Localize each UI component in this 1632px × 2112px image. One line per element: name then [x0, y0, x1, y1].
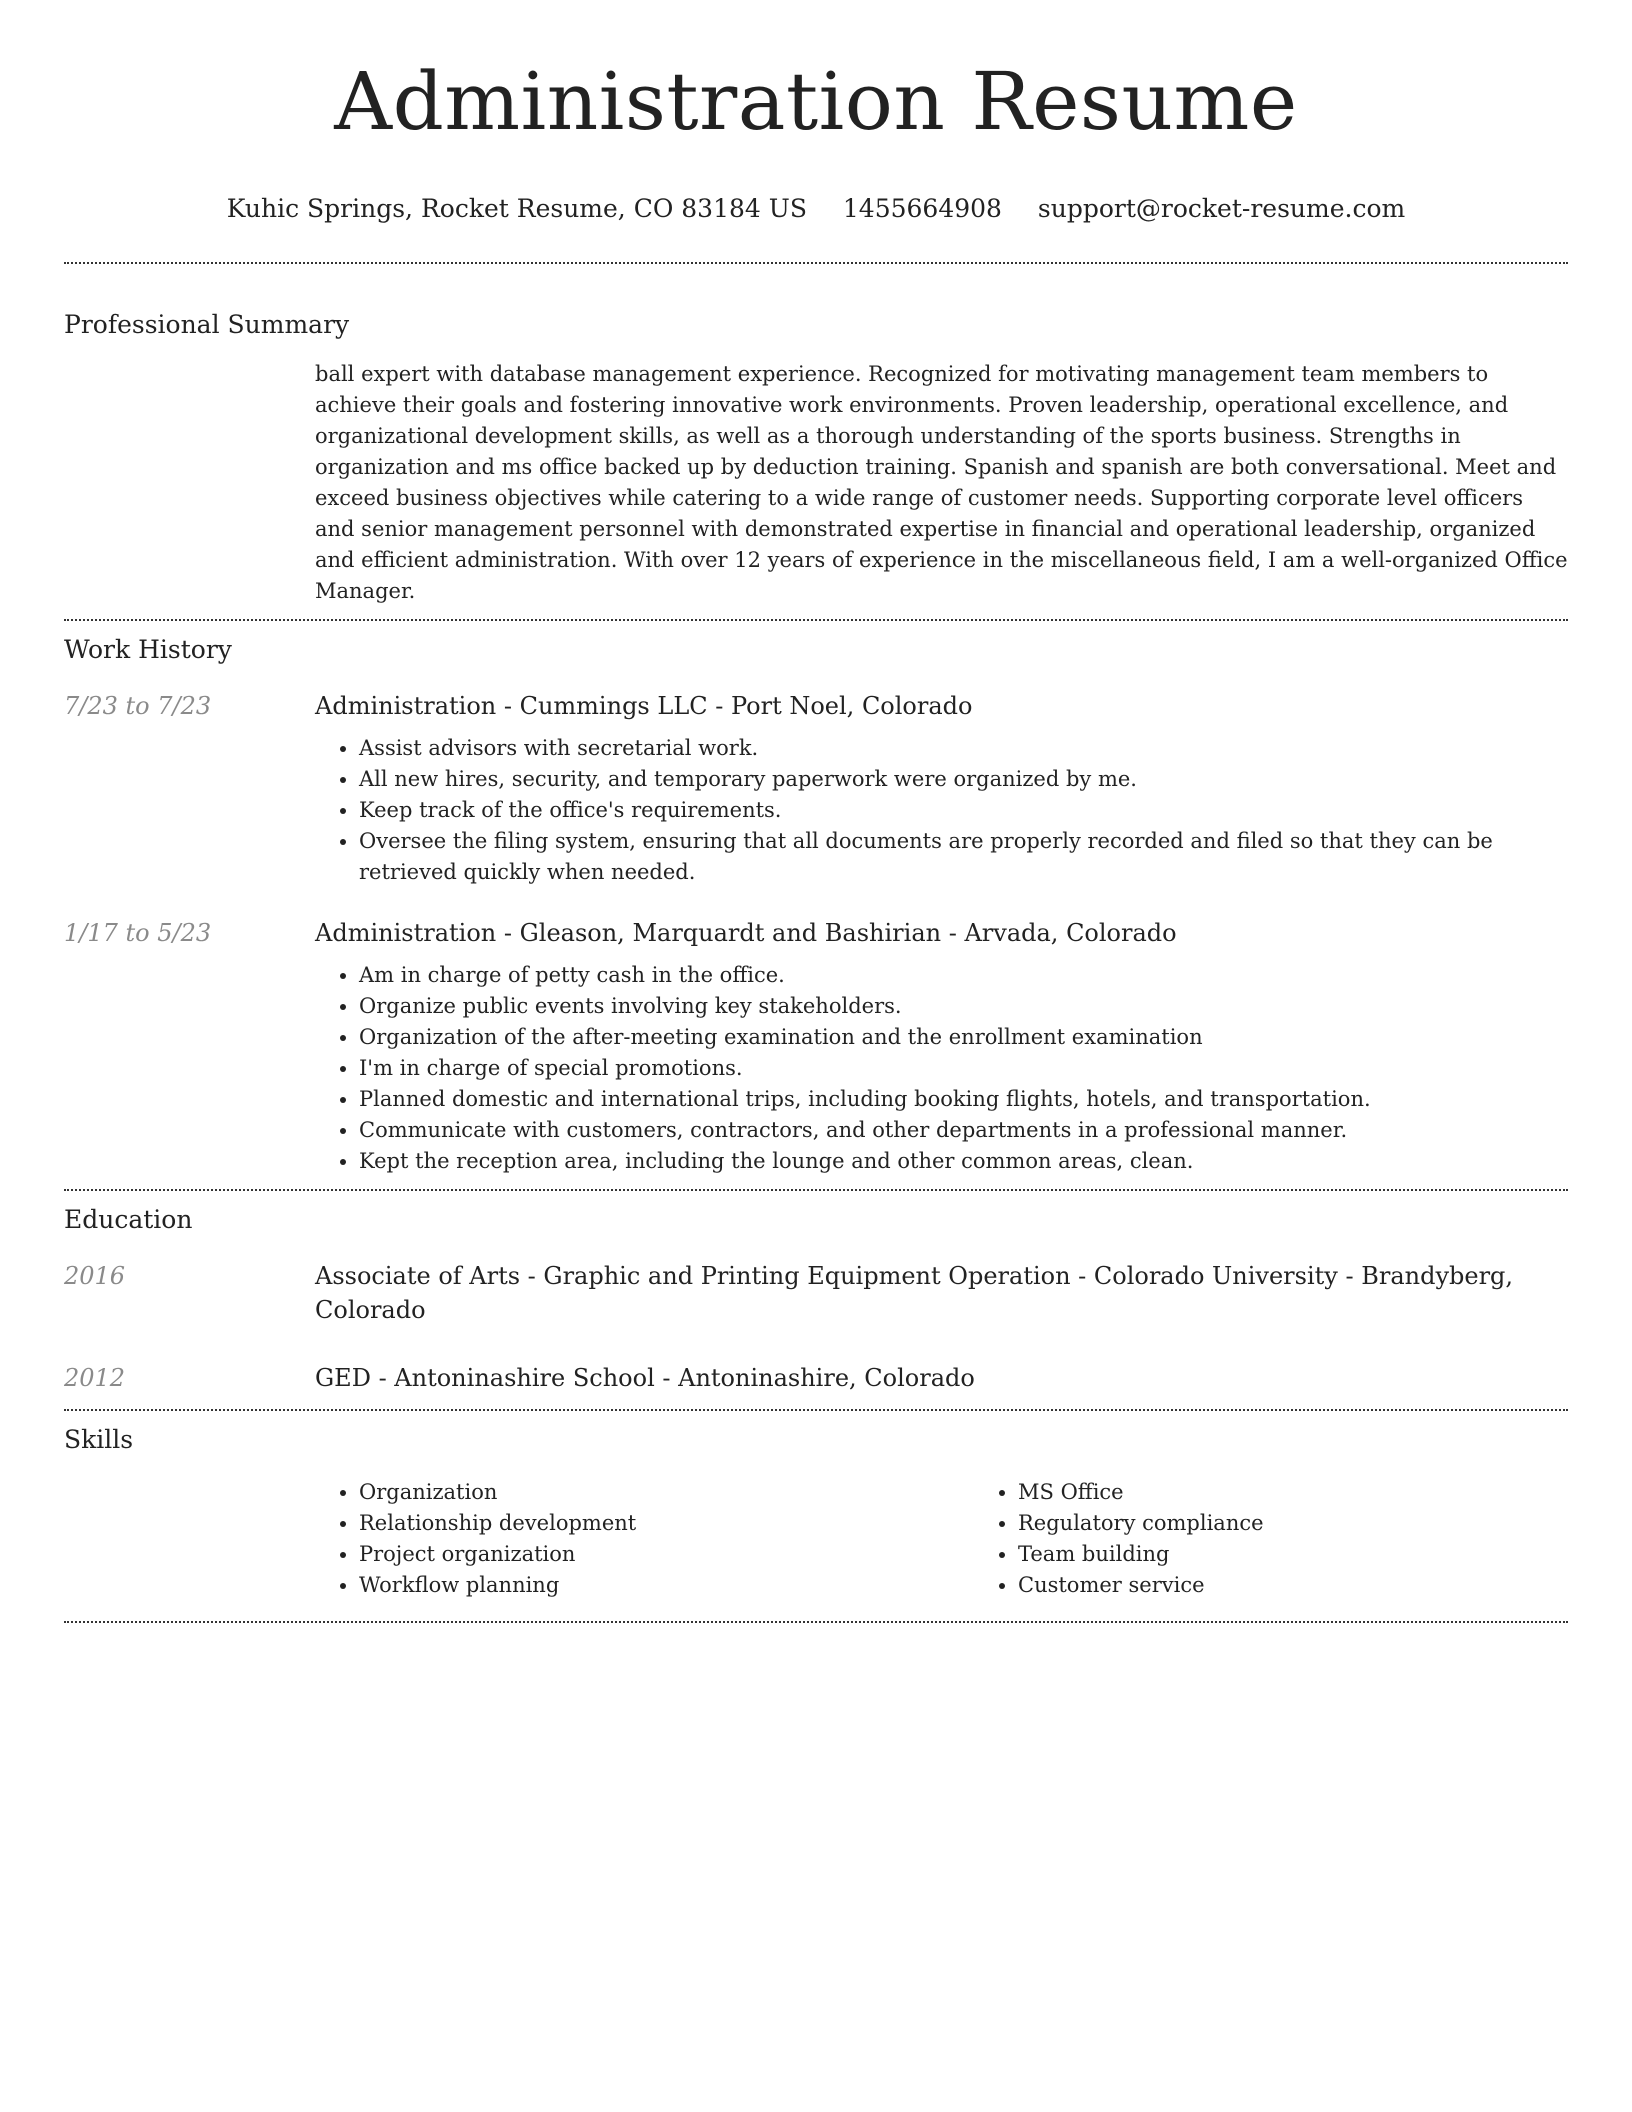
- skills-grid: [315, 1477, 1568, 1601]
- list-item: • Relationship development: [359, 1508, 974, 1539]
- header-divider: [64, 262, 1568, 264]
- education-details: [315, 1361, 1568, 1395]
- list-item: • I'm in charge of special promotions.: [359, 1053, 1568, 1084]
- list-item: • Planned domestic and international trips, including booking flights, hotels, and transportation.: [359, 1084, 1568, 1115]
- skills-heading: Skills: [64, 1425, 134, 1454]
- summary-heading: Professional Summary: [64, 310, 350, 339]
- summary-section: [64, 308, 1568, 621]
- list-item: • Kept the reception area, including the lounge and other common areas, clean.: [359, 1146, 1568, 1177]
- list-item: • Workflow planning: [359, 1570, 974, 1601]
- summary-row: [64, 359, 1568, 607]
- education-year: 2016: [64, 1262, 126, 1290]
- education-divider: [64, 1409, 1568, 1411]
- skills-divider: [64, 1621, 1568, 1623]
- summary-body: [315, 359, 1568, 607]
- summary-divider: [64, 619, 1568, 621]
- summary-text: ball expert with database management experience. Recognized for motivating management team members to achieve their goals and fostering innovative work environments. Proven leadership, operational excellence, and organizational development skills, as well as a thorough understanding of the sports business. Strengths in organization and ms office backed up by deduction training. Spanish and spanish are both conversational. Meet and exceed business objectives while catering to a wide range of customer needs. Supporting corporate level officers and senior management personnel with demonstrated expertise in financial and operational leadership, organized and efficient administration. With over 12 years of experience in the miscellaneous field, I am a well-organized Office Manager.: [315, 362, 1568, 603]
- education-entry: [64, 1361, 1568, 1395]
- list-item: • Organize public events involving key stakeholders.: [359, 991, 1568, 1022]
- list-item: • Organization: [359, 1477, 974, 1508]
- skills-list-left: [315, 1477, 974, 1601]
- list-item: • Communicate with customers, contractors, and other departments in a professional manner.: [359, 1115, 1568, 1146]
- education-details: [315, 1259, 1568, 1327]
- job-dates: 1/17 to 5/23: [64, 919, 212, 947]
- list-item: • Team building: [1018, 1539, 1632, 1570]
- job-details: [315, 916, 1568, 1177]
- list-item: • Project organization: [359, 1539, 974, 1570]
- job-details: [315, 689, 1568, 888]
- work-heading: Work History: [64, 635, 232, 664]
- list-item: • Assist advisors with secretarial work.: [359, 733, 1568, 764]
- job-title: Administration - Gleason, Marquardt and Bashirian - Arvada, Colorado: [315, 919, 1177, 947]
- list-item: • Oversee the filing system, ensuring that all documents are properly recorded and filed so that they can be retrieved quickly when needed.: [359, 826, 1568, 888]
- contact-phone: 1455664908: [842, 194, 1002, 223]
- contact-line: [64, 192, 1568, 226]
- list-item: • Am in charge of petty cash in the office.: [359, 960, 1568, 991]
- education-title: GED - Antoninashire School - Antoninashire, Colorado: [315, 1364, 975, 1392]
- skills-list-right: [974, 1477, 1632, 1601]
- education-title: Associate of Arts - Graphic and Printing Equipment Operation - Colorado University - Brandyberg, Colorado: [315, 1262, 1514, 1324]
- skills-section: [64, 1423, 1568, 1623]
- list-item: • Organization of the after-meeting examination and the enrollment examination: [359, 1022, 1568, 1053]
- list-item: • All new hires, security, and temporary paperwork were organized by me.: [359, 764, 1568, 795]
- work-section: [64, 633, 1568, 1191]
- job-entry: [64, 916, 1568, 1177]
- skills-row: [64, 1477, 1568, 1601]
- list-item: • MS Office: [1018, 1477, 1632, 1508]
- list-item: • Regulatory compliance: [1018, 1508, 1632, 1539]
- job-entry: [64, 689, 1568, 888]
- list-item: • Keep track of the office's requirements.: [359, 795, 1568, 826]
- list-item: • Customer service: [1018, 1570, 1632, 1601]
- contact-address: Kuhic Springs, Rocket Resume, CO 83184 US: [226, 194, 807, 223]
- page-title: Administration Resume: [334, 55, 1298, 148]
- work-divider: [64, 1189, 1568, 1191]
- job-dates: 7/23 to 7/23: [64, 692, 212, 720]
- job-bullets: [315, 960, 1568, 1177]
- skills-body: [315, 1477, 1568, 1601]
- education-year: 2012: [64, 1364, 126, 1392]
- education-entry: [64, 1259, 1568, 1327]
- job-title: Administration - Cummings LLC - Port Noel, Colorado: [315, 692, 973, 720]
- job-bullets: [315, 733, 1568, 888]
- education-heading: Education: [64, 1205, 193, 1234]
- contact-email: support@rocket-resume.com: [1037, 194, 1406, 223]
- education-section: [64, 1203, 1568, 1411]
